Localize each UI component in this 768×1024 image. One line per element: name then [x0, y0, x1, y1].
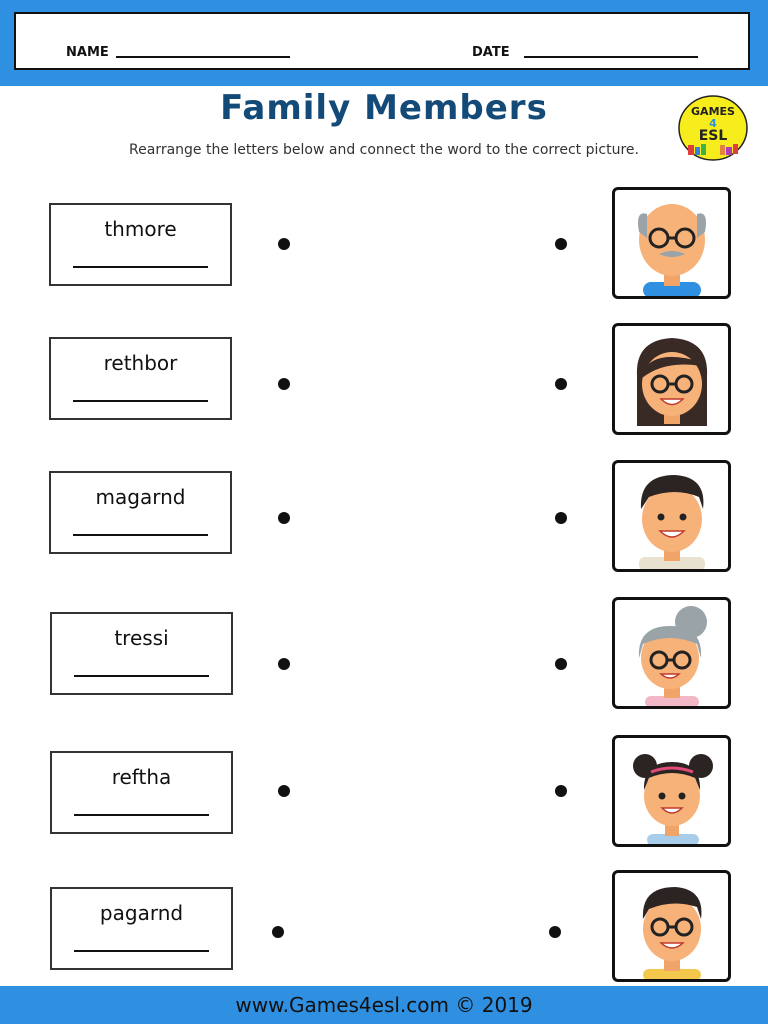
picture-connect-dot[interactable]	[555, 378, 567, 390]
picture-connect-dot[interactable]	[555, 512, 567, 524]
footer-banner	[0, 986, 768, 1024]
name-date-box	[14, 12, 750, 70]
date-label: DATE	[472, 45, 510, 60]
picture-connect-dot[interactable]	[555, 238, 567, 250]
word-connect-dot[interactable]	[278, 658, 290, 670]
word-connect-dot[interactable]	[278, 238, 290, 250]
answer-line[interactable]	[73, 534, 208, 536]
scrambled-word: tressi	[114, 626, 169, 650]
scrambled-word: reftha	[111, 765, 172, 789]
word-connect-dot[interactable]	[278, 378, 290, 390]
word-card	[49, 471, 232, 554]
picture-card	[612, 597, 731, 709]
picture-connect-dot[interactable]	[555, 658, 567, 670]
answer-line[interactable]	[74, 675, 209, 677]
word-card	[49, 203, 232, 286]
logo-line1: GAMES	[691, 105, 735, 118]
date-field[interactable]	[524, 56, 698, 58]
word-connect-dot[interactable]	[278, 512, 290, 524]
answer-line[interactable]	[73, 266, 208, 268]
mother-face-icon	[615, 326, 728, 432]
answer-line[interactable]	[74, 950, 209, 952]
word-card	[50, 887, 233, 970]
logo-line2: 4	[709, 117, 717, 130]
top-banner	[0, 0, 768, 86]
picture-connect-dot[interactable]	[549, 926, 561, 938]
word-card	[49, 337, 232, 420]
games4esl-logo	[678, 95, 748, 161]
picture-card	[612, 460, 731, 572]
instructions: Rearrange the letters below and connect the word to the correct picture.	[129, 142, 639, 158]
word-card	[50, 612, 233, 695]
name-label: NAME	[66, 45, 109, 60]
answer-line[interactable]	[74, 814, 209, 816]
word-connect-dot[interactable]	[272, 926, 284, 938]
scrambled-word: thmore	[104, 217, 177, 241]
picture-card	[612, 735, 731, 847]
word-connect-dot[interactable]	[278, 785, 290, 797]
logo-line3: ESL	[698, 128, 728, 144]
father-face-icon	[615, 873, 728, 979]
word-card	[50, 751, 233, 834]
grandmother-face-icon	[615, 600, 728, 706]
scrambled-word: rethbor	[103, 351, 178, 375]
picture-connect-dot[interactable]	[555, 785, 567, 797]
girl-face-icon	[615, 738, 728, 844]
answer-line[interactable]	[73, 400, 208, 402]
picture-card	[612, 323, 731, 435]
picture-card	[612, 870, 731, 982]
scrambled-word: magarnd	[95, 485, 186, 509]
name-field[interactable]	[116, 56, 290, 58]
boy-face-icon	[615, 463, 728, 569]
grandfather-face-icon	[615, 190, 728, 296]
footer-copyright: www.Games4esl.com © 2019	[235, 993, 533, 1017]
page-title: Family Members	[220, 88, 548, 128]
scrambled-word: pagarnd	[99, 901, 184, 925]
picture-card	[612, 187, 731, 299]
